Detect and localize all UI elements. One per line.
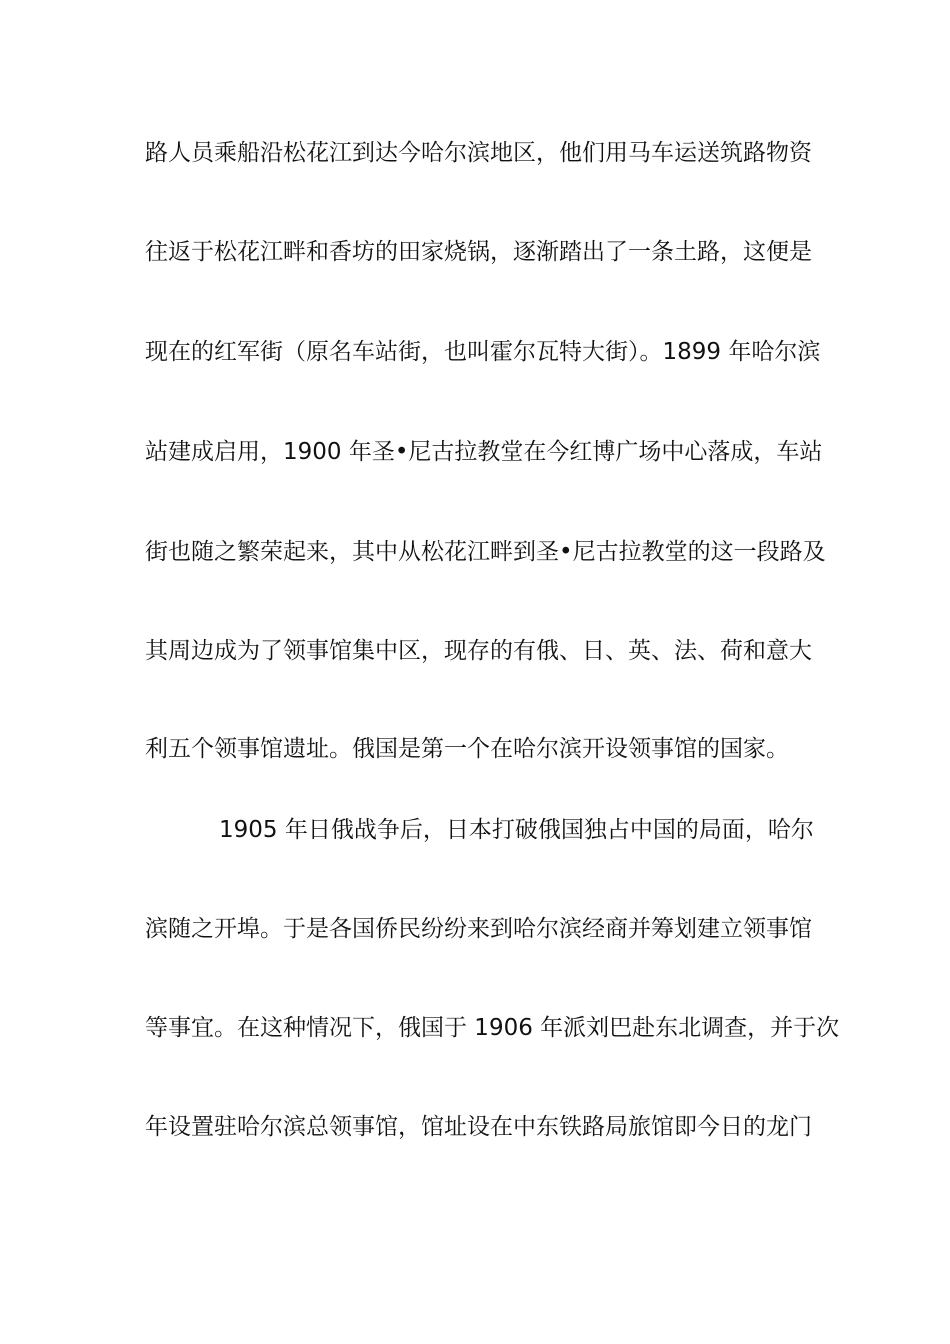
paragraph-line: 利五个领事馆遗址。俄国是第一个在哈尔滨开设领事馆的国家。: [145, 736, 789, 762]
paragraph-line: 往返于松花江畔和香坊的田家烧锅，逐渐踏出了一条土路，这便是: [145, 239, 812, 265]
paragraph-line: 现在的红军街（原名车站街，也叫霍尔瓦特大街）。1899 年哈尔滨: [145, 339, 821, 365]
paragraph-line: 其周边成为了领事馆集中区，现存的有俄、日、英、法、荷和意大: [145, 638, 812, 664]
paragraph-line: 等事宜。在这种情况下，俄国于 1906 年派刘巴赴东北调查，并于次: [145, 1015, 840, 1041]
paragraph-line: 滨随之开埠。于是各国侨民纷纷来到哈尔滨经商并筹划建立领事馆: [145, 916, 812, 942]
paragraph-line: 年设置驻哈尔滨总领事馆，馆址设在中东铁路局旅馆即今日的龙门: [145, 1114, 812, 1140]
paragraph-line: 街也随之繁荣起来，其中从松花江畔到圣•尼古拉教堂的这一段路及: [145, 539, 826, 565]
paragraph-first-line: 1905 年日俄战争后，日本打破俄国独占中国的局面，哈尔: [219, 817, 814, 843]
paragraph-line: 路人员乘船沿松花江到达今哈尔滨地区，他们用马车运送筑路物资: [145, 140, 812, 166]
paragraph-line: 站建成启用，1900 年圣•尼古拉教堂在今红博广场中心落成，车站: [145, 439, 823, 465]
